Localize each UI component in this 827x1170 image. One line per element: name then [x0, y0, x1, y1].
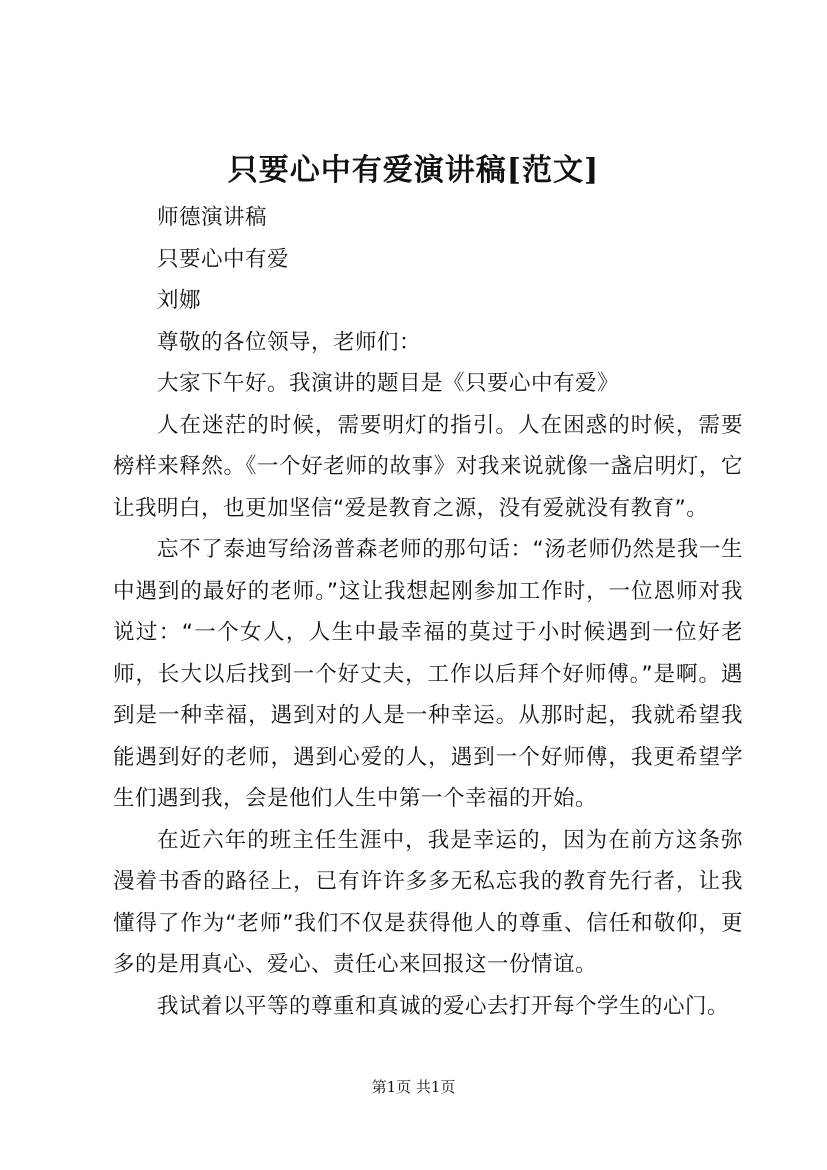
paragraph: 我试着以平等的尊重和真诚的爱心去打开每个学生的心门。 [157, 993, 730, 1019]
document-title: 只要心中有爱演讲稿[范文] [227, 153, 600, 188]
paragraph: 在近六年的班主任生涯中，我是幸运的，因为在前方这条弥漫着书香的路径上，已有许许多多无私忘我的教育先行者，让我懂得了作为“老师”我们不仅是获得他人的尊重、信任和敬仰，更多的是用真心、爱心、责任心来回报这一份情谊。 [113, 827, 743, 977]
speech-title-line: 只要心中有爱 [157, 246, 290, 272]
document-body [113, 197, 743, 1027]
greeting-line: 大家下午好。我演讲的题目是《只要心中有爱》 [157, 371, 620, 396]
page-footer: 第1页 共1页 [371, 1078, 456, 1096]
paragraph: 忘不了泰迪写给汤普森老师的那句话：“汤老师仍然是我一生中遇到的最好的老师。”这让我想起刚参加工作时，一位恩师对我说过：“一个女人，人生中最幸福的莫过于小时候遇到一位好老师，长大以后找到一个好丈夫，工作以后拜个好师傅。”是啊。遇到是一种幸福，遇到对的人是一种幸运。从那时起，我就希望我能遇到好的老师，遇到心爱的人，遇到一个好师傅，我更希望学生们遇到我，会是他们人生中第一个幸福的开始。 [113, 537, 743, 811]
author-line: 刘娜 [157, 288, 202, 313]
salutation-line: 尊敬的各位领导，老师们： [157, 329, 422, 355]
subtitle-line: 师德演讲稿 [157, 205, 268, 230]
paragraph: 人在迷茫的时候，需要明灯的指引。人在困惑的时候，需要榜样来释然。《一个好老师的故事》对我来说就像一盏启明灯，它让我明白，也更加坚信“爱是教育之源，没有爱就没有教育”。 [113, 412, 743, 521]
